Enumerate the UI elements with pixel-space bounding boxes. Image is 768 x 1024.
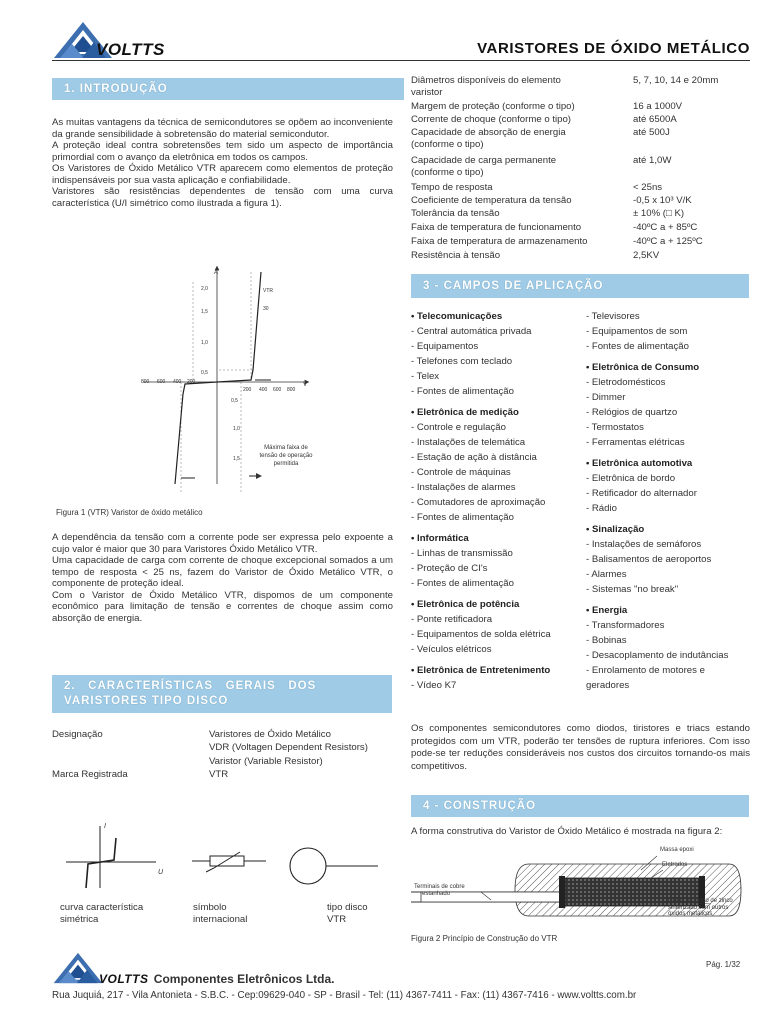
x-tick: 600 [157,379,166,385]
application-item: - Ponte retificadora [411,614,493,625]
section-2-heading-line: 2. CARACTERÍSTICAS GERAIS DOS [64,680,317,692]
intro-paragraph: A proteção ideal contra sobretensões tem sido um aspecto de importância primordial com o avanço da eletrônica em todos os campos. [52,140,393,163]
application-category: • Telecomunicações [411,311,503,322]
figure-caption [60,902,143,926]
x-tick: 600 [273,387,282,393]
section-2-heading-line: VARISTORES TIPO DISCO [64,695,229,707]
curve-value: 30 [263,306,269,312]
designacao-value: Varistor (Variable Resistor) [209,755,323,767]
designacao-label: Designação [52,729,103,740]
application-item: - Ferramentas elétricas [586,437,685,448]
section-4-heading: 4 - CONSTRUÇÃO [411,795,749,817]
section-2-heading [52,675,392,713]
figure-caption [327,902,368,926]
designacao-value: Varistores de Óxido Metálico [209,729,331,740]
application-item: - Equipamentos de som [586,326,688,337]
voltts-logo [52,950,104,986]
application-item: - Transformadores [586,620,665,631]
marca-label: Marca Registrada [52,769,128,780]
application-category: • Informática [411,533,469,544]
application-item: - Proteção de CI's [411,563,488,574]
symmetric-curve-figure [60,818,170,890]
axis-i-label: I [104,823,106,830]
application-item: - Equipamentos de solda elétrica [411,629,551,640]
y-tick: 2,0 [201,286,208,292]
spec-label: Tempo de resposta [411,182,493,193]
footer-address: Rua Juquiá, 217 - Vila Antonieta - S.B.C. - Cep:09629-040 - SP - Brasil - Tel: (11) 4367-7411 - Fax: (11) 4367-7416 - www.voltts.com.br [52,990,637,1001]
spec-label: Coeficiente de temperatura da tensão [411,195,572,206]
x-tick: 800 [287,387,296,393]
application-item: - Fontes de alimentação [411,578,514,589]
application-item: - Eletrodomésticos [586,377,666,388]
spec-value: < 25ns [633,182,663,193]
designacao-values [209,729,368,767]
document-title: VARISTORES DE ÓXIDO METÁLICO [477,40,750,57]
application-item: - Televisores [586,311,640,322]
y-tick: 1,5 [233,456,240,462]
caption-line: símbolo [193,902,227,913]
application-item: - Central automática privada [411,326,532,337]
application-item: - Rádio [586,503,617,514]
label-line: sinterizado com outros [668,904,729,911]
figure-caption [193,902,247,926]
x-tick: 400 [259,387,268,393]
application-category: • Eletrônica de Consumo [586,362,700,373]
application-item: - Eletrônica de bordo [586,473,676,484]
footer-company-name: Componentes Eletrônicos Ltda. [153,972,335,986]
application-category: • Eletrônica de Entretenimento [411,665,551,676]
application-item: - Balisamentos de aeroportos [586,554,712,565]
label-eletrodos: Eletrodos [662,862,688,868]
intro-paragraph: Varistores são resistências dependentes de tensão com uma curva característica (U/I simétrico como ilustrada a figura 1). [52,186,393,209]
application-item: - Instalações de telemática [411,437,526,448]
intro-text-continued [52,532,393,624]
application-item: geradores [586,680,630,691]
spec-label-line: Capacidade de carga permanente [411,155,557,166]
label-line: óxidos metálicos [668,911,713,917]
application-category: • Eletrônica de potência [411,599,520,610]
label-line: estanhado [422,891,451,897]
figure-1-caption: Figura 1 (VTR) Varistor de óxido metálico [56,508,203,517]
application-item: - Relógios de quartzo [586,407,678,418]
footer-brand: VOLTTS [99,972,149,986]
application-category: • Sinalização [586,524,645,535]
application-item: - Desacoplamento de indutâncias [586,650,729,661]
body-paragraph: Uma capacidade de carga com corrente de choque excepcional somados a um tempo de resposta < 25 ns, fazem do Varistor de Óxido Metálico VTR, o componente de proteção ideal. [52,555,393,589]
application-item: - Bobinas [586,635,627,646]
header-rule [52,60,750,61]
application-item: - Linhas de transmissão [411,548,513,559]
application-category: • Energia [586,605,628,616]
spec-label: Tolerância da tensão [411,208,500,219]
application-item: - Enrolamento de motores e [586,665,705,676]
applications-list-left [411,309,551,693]
x-tick: 200 [243,387,252,393]
spec-label: Faixa de temperatura de funcionamento [411,222,582,233]
y-tick: 1,0 [201,340,208,346]
spec-value: até 1,0W [633,155,672,166]
x-tick: 400 [173,379,182,385]
application-item: - Telex [411,371,440,382]
spec-value: 16 a 1000V [633,101,683,112]
application-category: • Eletrônica de medição [411,407,519,418]
application-item: - Alarmes [586,569,627,580]
intro-paragraph: Os Varistores de Óxido Metálico VTR aparecem como elementos de proteção indispensáveis por sua vasta aplicação e confiabilidade. [52,163,393,186]
spec-label-line: Diâmetros disponíveis do elemento [411,75,561,86]
label-terminais [414,884,465,898]
application-item: - Fontes de alimentação [586,341,689,352]
figure-2-caption: Figura 2 Princípio de Construção do VTR [411,934,558,943]
application-item: - Instalações de semáforos [586,539,702,550]
y-tick: 1,5 [201,309,208,315]
section-4-paragraph: A forma construtiva do Varistor de Óxido Metálico é mostrada na figura 2: [411,826,723,837]
spec-label: Resistência à tensão [411,250,501,261]
caption-line: internacional [193,914,248,925]
spec-value: -0,5 x 10³ V/K [633,195,692,206]
application-item: - Veículos elétricos [411,644,492,655]
caption-line: VTR [327,914,347,925]
application-item: - Equipamentos [411,341,479,352]
y-tick: 1,0 [233,426,240,432]
label-line: Grãos de óxido de zinco [668,898,733,904]
spec-label-line: Capacidade de absorção de energia [411,127,566,138]
section-1-heading: 1. INTRODUÇÃO [52,78,404,100]
axis-i-label: A [214,270,219,276]
label-graos [668,898,733,918]
application-item: - Fontes de alimentação [411,386,514,397]
spec-label-line: varistor [411,87,443,98]
x-tick: 800 [141,379,150,385]
y-tick: 0,5 [231,398,238,404]
spec-value: 2,5KV [633,250,660,261]
spec-label: Faixa de temperatura de armazenamento [411,236,588,247]
page-number: Pág. 1/32 [706,960,741,969]
application-item: - Telefones com teclado [411,356,513,367]
application-item: - Controle de máquinas [411,467,511,478]
y-tick: 0,5 [201,370,208,376]
body-paragraph: A dependência da tensão com a corrente pode ser expressa pelo expoente a cujo valor é maior que 30 para Varistores Óxido Metálico VTR. [52,532,393,555]
spec-value: 5, 7, 10, 14 e 20mm [633,75,719,86]
axis-v-label: V [303,382,308,388]
application-item: - Comutadores de aproximação [411,497,546,508]
application-item: - Sistemas "no break" [586,584,679,595]
intro-text [52,117,393,209]
spec-value: ± 10% (□ K) [633,208,685,219]
label-line: Terminais de cobre [414,884,465,890]
application-item: - Fontes de alimentação [411,512,514,523]
application-item: - Controle e regulação [411,422,506,433]
caption-line: tipo disco [327,902,368,913]
label-massa-epoxi: Massa epoxi [660,847,694,853]
spec-label [411,155,556,179]
spec-label: Margem de proteção (conforme o tipo) [411,101,575,112]
figure-1-annotation: Máxima faixa de tensão de operação permitida [259,445,313,467]
applications-list-right [586,309,750,693]
caption-line: curva característica [60,902,144,913]
footer-company [99,972,334,986]
application-item: - Retificador do alternador [586,488,697,499]
section-3-heading: 3 - CAMPOS DE APLICAÇÃO [411,274,749,298]
application-item: - Estação de ação à distância [411,452,537,463]
disc-type-figure [288,846,380,886]
spec-label [411,127,566,151]
spec-label: Corrente de choque (conforme o tipo) [411,114,571,125]
spec-label [411,75,561,99]
vi-curve [175,272,261,484]
designacao-value: VDR (Voltagen Dependent Resistors) [209,742,368,754]
x-tick: 200 [187,379,196,385]
spec-value: até 500J [633,127,670,138]
spec-value: até 6500A [633,114,677,125]
caption-line: simétrica [60,914,99,925]
spec-value: -40ºC a + 125ºC [633,236,703,247]
brand-name: VOLTTS [96,40,165,59]
marca-value: VTR [209,769,229,780]
application-item: - Instalações de alarmes [411,482,516,493]
application-category: • Eletrônica automotiva [586,458,693,469]
application-item: - Termostatos [586,422,644,433]
spec-label-line: (conforme o tipo) [411,167,484,178]
international-symbol-figure [190,846,270,876]
spec-value: -40ºC a + 85ºC [633,222,698,233]
axis-u-label: U [158,869,164,876]
section-3-paragraph: Os componentes semicondutores como diodos, tiristores e triacs estando protegidos com um VTR, poderão ter tensões de ruptura inferiores. Com isso pode-se ter reduções consideráveis nos custos dos circuitos tornando-os mais competitivos. [411,723,750,772]
body-paragraph: Com o Varistor de Óxido Metálico VTR, dispomos de um componente econômico para limitação de tensão e correntes de choque assim como absorção de energia. [52,589,393,624]
application-item: - Vídeo K7 [411,680,457,691]
application-item: - Dimmer [586,392,626,403]
curve-label: VTR [263,288,273,294]
spec-label-line: (conforme o tipo) [411,139,484,150]
intro-paragraph: As muitas vantagens da técnica de semicondutores se opõem ao inconveniente da grande sensibilidade à sobretensão do material semicondutor. [52,117,393,140]
